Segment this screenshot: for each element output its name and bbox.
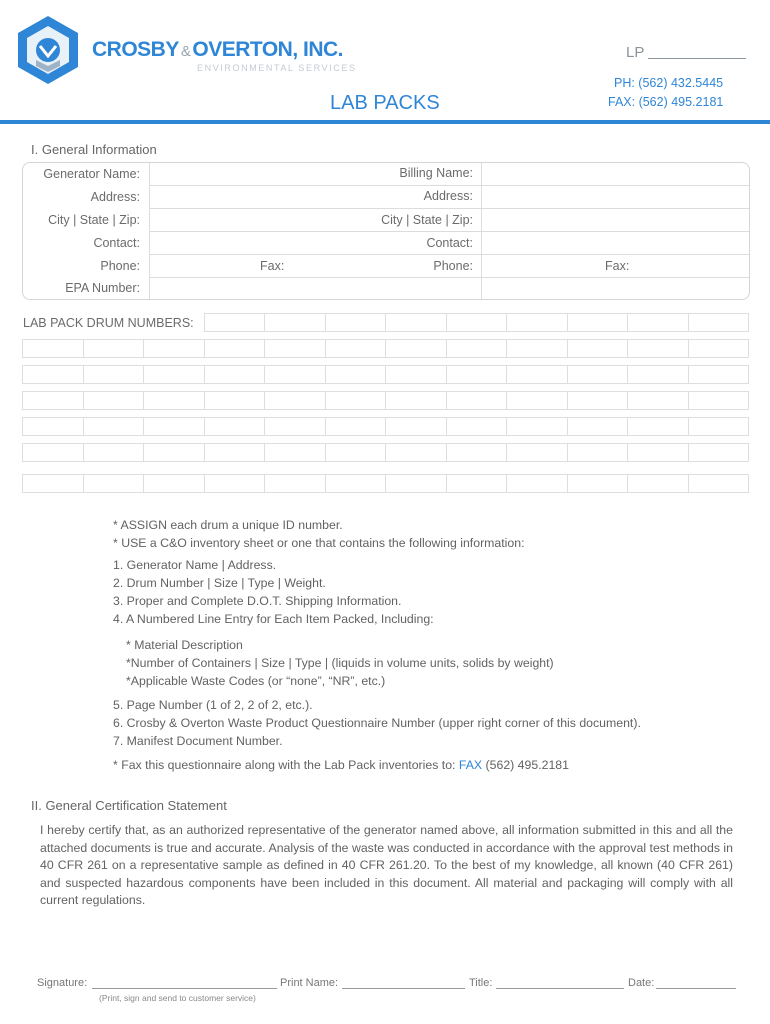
drum-number-cell[interactable] [83,339,145,358]
billing-phone-label: Phone: [433,259,473,273]
drum-number-cell[interactable] [567,417,629,436]
drum-number-cell[interactable] [688,474,750,493]
drum-number-cell[interactable] [264,443,326,462]
drum-number-cell[interactable] [264,391,326,410]
drum-number-cell[interactable] [325,443,387,462]
drum-number-cell[interactable] [204,443,266,462]
drum-number-cell[interactable] [567,443,629,462]
address-field[interactable] [150,186,330,206]
drum-number-cell[interactable] [506,313,568,332]
drum-number-cell[interactable] [506,365,568,384]
company-subtitle: ENVIRONMENTAL SERVICES [197,63,357,73]
drum-number-cell[interactable] [627,365,689,384]
drum-number-cell[interactable] [506,474,568,493]
generator-name-field[interactable] [150,163,330,183]
drum-number-cell[interactable] [567,313,629,332]
phone-label: Phone: [100,259,140,273]
drum-number-cell[interactable] [446,443,508,462]
drum-number-cell[interactable] [325,365,387,384]
document-title: LAB PACKS [330,92,440,114]
address-label: Address: [90,190,140,204]
section-general-information: I. General Information [31,142,157,157]
fax-label: Fax: [260,259,285,273]
drum-number-cell[interactable] [325,313,387,332]
contact-field[interactable] [150,232,330,252]
instruction-subitem: *Number of Containers | Size | Type | (liquids in volume units, solids by weight) [126,656,554,670]
drum-number-cell[interactable] [627,391,689,410]
drum-number-cell[interactable] [506,391,568,410]
drum-number-cell[interactable] [22,417,84,436]
drum-number-cell[interactable] [385,313,447,332]
company-phone: PH: (562) 432.5445 [614,76,724,90]
drum-number-cell[interactable] [204,313,266,332]
drum-number-cell[interactable] [83,443,145,462]
signature-note: (Print, sign and send to customer service) [99,993,256,1003]
drum-number-cell[interactable] [264,417,326,436]
drum-number-cell[interactable] [446,365,508,384]
instruction-note: * ASSIGN each drum a unique ID number. [113,518,343,532]
drum-number-cell[interactable] [688,391,750,410]
drum-number-cell[interactable] [385,365,447,384]
drum-number-cell[interactable] [385,417,447,436]
drum-number-cell[interactable] [22,391,84,410]
drum-number-cell[interactable] [385,339,447,358]
billing-city-state-zip-field[interactable] [484,209,684,229]
drum-number-cell[interactable] [83,391,145,410]
drum-number-cell[interactable] [506,417,568,436]
drum-number-cell[interactable] [325,417,387,436]
drum-number-cell[interactable] [627,443,689,462]
drum-number-cell[interactable] [688,313,750,332]
drum-number-cell[interactable] [506,443,568,462]
instruction-subitem: *Applicable Waste Codes (or “none”, “NR”, etc.) [126,674,386,688]
drum-number-cell[interactable] [446,313,508,332]
instruction-item: 7. Manifest Document Number. [113,734,283,748]
drum-number-cell[interactable] [688,417,750,436]
drum-number-cell[interactable] [506,339,568,358]
drum-number-cell[interactable] [385,391,447,410]
drum-number-cell[interactable] [204,391,266,410]
fax-instruction-label: FAX [458,758,483,772]
contact-label: Contact: [93,236,140,250]
instruction-item: 1. Generator Name | Address. [113,558,277,572]
drum-number-cell[interactable] [83,474,145,493]
header-divider [0,120,770,124]
drum-number-cell[interactable] [143,391,205,410]
drum-number-cell[interactable] [325,339,387,358]
lp-number-field[interactable] [648,58,746,59]
drum-number-cell[interactable] [567,339,629,358]
drum-number-cell[interactable] [567,365,629,384]
drum-number-cell[interactable] [204,417,266,436]
instruction-subitem: * Material Description [126,638,243,652]
drum-number-cell[interactable] [22,443,84,462]
drum-number-cell[interactable] [22,339,84,358]
drum-number-cell[interactable] [22,365,84,384]
drum-number-cell[interactable] [83,417,145,436]
company-fax: FAX: (562) 495.2181 [608,95,724,109]
drum-number-cell[interactable] [567,391,629,410]
print-name-field[interactable] [342,988,465,989]
epa-number-field[interactable] [150,277,330,297]
drum-number-cell[interactable] [688,339,750,358]
signature-label: Signature: [37,977,88,989]
drum-number-cell[interactable] [385,443,447,462]
drum-number-cell[interactable] [446,474,508,493]
city-state-zip-label: City | State | Zip: [48,213,140,227]
drum-number-cell[interactable] [143,339,205,358]
date-label: Date: [628,977,655,989]
drum-number-cell[interactable] [627,417,689,436]
drum-number-cell[interactable] [264,365,326,384]
drum-number-cell[interactable] [83,365,145,384]
instruction-item: 2. Drum Number | Size | Type | Weight. [113,576,326,590]
billing-city-state-zip-label: City | State | Zip: [381,213,473,227]
drum-number-cell[interactable] [143,443,205,462]
billing-contact-label: Contact: [426,236,473,250]
drum-number-cell[interactable] [688,443,750,462]
city-state-zip-field[interactable] [150,209,330,229]
fax-field[interactable] [290,255,390,275]
date-field[interactable] [656,988,736,989]
drum-number-cell[interactable] [143,474,205,493]
drum-number-cell[interactable] [627,313,689,332]
drum-number-cell[interactable] [627,339,689,358]
epa-number-label: EPA Number: [65,281,140,295]
instruction-item: 4. A Numbered Line Entry for Each Item Packed, Including: [113,612,434,626]
instruction-item: 3. Proper and Complete D.O.T. Shipping Information. [113,594,402,608]
drum-number-cell[interactable] [325,474,387,493]
billing-phone-field[interactable] [484,255,584,275]
fax-instruction-text: * Fax this questionnaire along with the Lab Pack inventories to: [113,758,459,772]
drum-numbers-label: LAB PACK DRUM NUMBERS: [23,316,194,330]
billing-name-label: Billing Name: [399,166,473,180]
hexagon-logo-icon [16,14,80,86]
drum-number-cell[interactable] [22,474,84,493]
drum-number-cell[interactable] [264,474,326,493]
instruction-item: 6. Crosby & Overton Waste Product Questionnaire Number (upper right corner of this document). [113,716,641,730]
billing-address-label: Address: [423,189,473,203]
fax-instruction [113,758,569,772]
lp-label: LP [626,44,645,61]
drum-number-cell[interactable] [143,365,205,384]
drum-number-cell[interactable] [325,391,387,410]
billing-fax-field[interactable] [635,255,735,275]
drum-number-cell[interactable] [688,365,750,384]
company-name: CROSBY &OVERTON, INC. [92,38,344,61]
print-name-label: Print Name: [280,977,339,989]
instruction-item: 5. Page Number (1 of 2, 2 of 2, etc.). [113,698,313,712]
section-certification-statement: II. General Certification Statement [31,798,227,813]
drum-number-cell[interactable] [446,391,508,410]
drum-number-cell[interactable] [385,474,447,493]
generator-name-label: Generator Name: [43,167,140,181]
title-field[interactable] [496,988,624,989]
billing-fax-label: Fax: [605,259,630,273]
signature-field[interactable] [92,988,277,989]
certification-statement: I hereby certify that, as an authorized representative of the generator named above, all information submitted in this and all the attached documents is true and accurate. Analysis of the waste was conducted in accordance with the approval test methods in 40 CFR 261 on a representative sample as defined in 40 CFR 261.20. To the best of my knowledge, all known (40 CFR 261) and suspected hazardous components have been included in this document. All material and packaging will comply with all current regulations. [40,823,733,907]
drum-number-cell[interactable] [264,339,326,358]
drum-number-cell[interactable] [446,417,508,436]
title-label: Title: [469,977,493,989]
instruction-note: * USE a C&O inventory sheet or one that contains the following information: [113,536,525,550]
drum-number-cell[interactable] [264,313,326,332]
company-logo [16,14,80,86]
drum-number-cell[interactable] [567,474,629,493]
fax-instruction-number: (562) 495.2181 [482,758,569,772]
billing-contact-field[interactable] [484,232,684,252]
drum-number-cell[interactable] [204,474,266,493]
phone-field[interactable] [150,255,250,275]
drum-number-cell[interactable] [627,474,689,493]
billing-address-field[interactable] [484,186,684,206]
drum-number-cell[interactable] [143,417,205,436]
drum-number-cell[interactable] [446,339,508,358]
drum-number-cell[interactable] [204,339,266,358]
drum-number-cell[interactable] [204,365,266,384]
billing-name-field[interactable] [484,163,684,183]
